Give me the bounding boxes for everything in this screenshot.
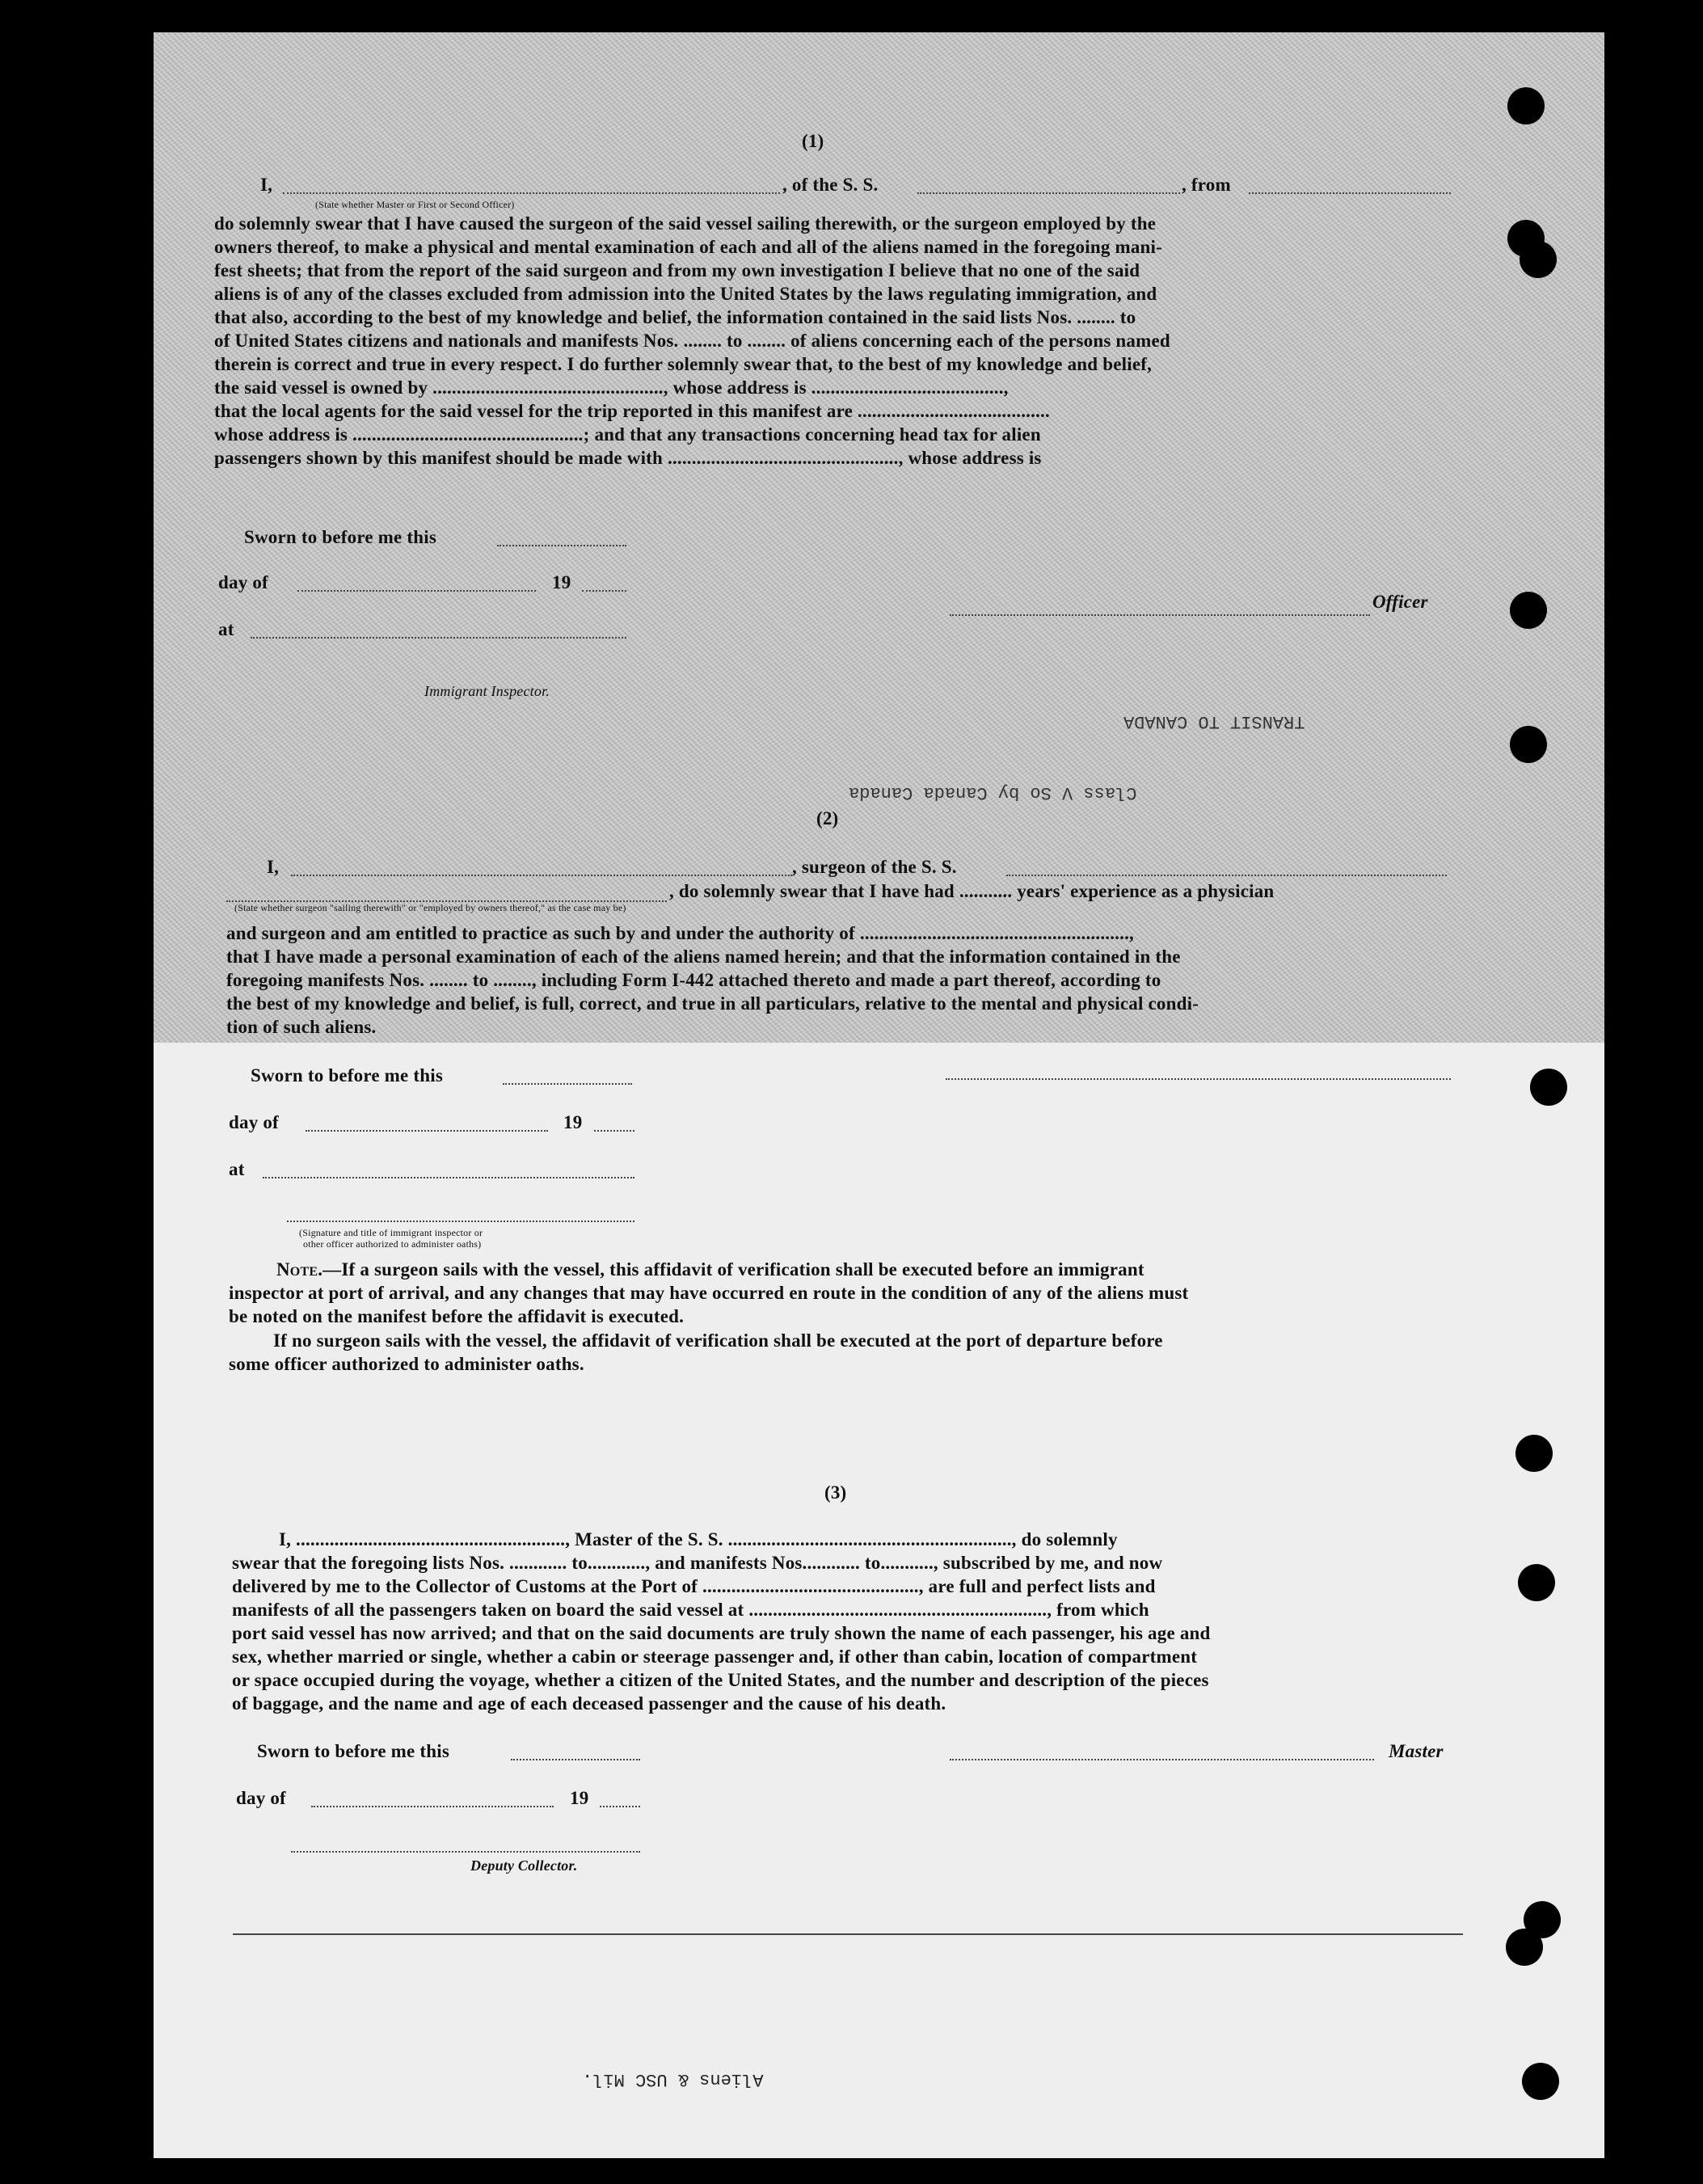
punch-hole bbox=[1520, 241, 1557, 278]
section-3-day-blank bbox=[311, 1806, 554, 1807]
punch-hole bbox=[1530, 1069, 1567, 1106]
section-3-body-line: I, ........................................................, Master of the S. S. ..........................................................., do solemnly bbox=[279, 1529, 1118, 1549]
section-1-year-blank bbox=[582, 590, 626, 592]
section-2-signature-caption: (Signature and title of immigrant inspector or bbox=[299, 1227, 483, 1238]
section-1-inspector-label: Immigrant Inspector. bbox=[424, 683, 550, 699]
section-2-inspector-signature-blank bbox=[287, 1221, 634, 1222]
note-text: —If a surgeon sails with the vessel, this affidavit of verification shall be executed before an immigrant bbox=[322, 1259, 1144, 1280]
section-1-blank-vessel bbox=[917, 192, 1180, 194]
section-2-body-line: foregoing manifests Nos. ........ to ........, including Form I-442 attached thereto and made a part thereof, according to bbox=[226, 970, 1161, 990]
section-1-year: 19 bbox=[552, 572, 571, 592]
section-3-number: (3) bbox=[824, 1482, 847, 1503]
section-1-day-label: day of bbox=[218, 572, 268, 592]
section-2-sworn-label: Sworn to before me this bbox=[251, 1065, 443, 1086]
section-1-line-1b: , of the S. S. bbox=[782, 175, 879, 195]
section-2-sworn-blank bbox=[503, 1083, 632, 1085]
section-1-body-line: of United States citizens and nationals and manifests Nos. ........ to ........ of aliens concerning each of the persons named bbox=[214, 331, 1170, 351]
section-3-year: 19 bbox=[570, 1788, 589, 1808]
section-3-master-label: Master bbox=[1389, 1741, 1444, 1761]
section-2-year: 19 bbox=[563, 1112, 583, 1132]
section-3-master-signature-blank bbox=[950, 1759, 1374, 1760]
section-1-rank-caption: (State whether Master or First or Second Officer) bbox=[315, 199, 515, 210]
section-3-body-line: sex, whether married or single, whether a cabin or steerage passenger and, if other than cabin, location of compartment bbox=[232, 1646, 1198, 1667]
footer-stamp: Aliens & USC Mil. bbox=[582, 2069, 764, 2089]
section-3-body-line: swear that the foregoing lists Nos. ............ to............, and manifests Nos............ to..........., subscribed by me, and now bbox=[232, 1553, 1163, 1573]
section-1-day-blank bbox=[297, 590, 536, 592]
section-1-blank-rank bbox=[283, 192, 780, 194]
section-1-body-line: that the local agents for the said vessel for the trip reported in this manifest are ........................................ bbox=[214, 401, 1050, 421]
section-1-body-line: passengers shown by this manifest should be made with ................................................, whose address is bbox=[214, 448, 1042, 468]
section-2-blank-vessel bbox=[1006, 875, 1447, 876]
section-1-body-line: therein is correct and true in every respect. I do further solemnly swear that, to the best of my knowledge and belief, bbox=[214, 354, 1153, 374]
section-2-at-blank bbox=[263, 1177, 634, 1178]
note-line: be noted on the manifest before the affidavit is executed. bbox=[229, 1306, 685, 1326]
section-3-body-line: port said vessel has now arrived; and that on the said documents are truly shown the name of each passenger, his age and bbox=[232, 1623, 1211, 1643]
punch-hole bbox=[1522, 2063, 1559, 2100]
note-line bbox=[276, 1258, 1144, 1281]
bleed-through-stamp: TRANSIT TO CANADA bbox=[1123, 711, 1305, 732]
section-2-number: (2) bbox=[816, 808, 839, 828]
section-1-at-blank bbox=[251, 637, 626, 639]
section-2-blank-name bbox=[291, 875, 792, 876]
section-3-sworn-blank bbox=[511, 1759, 640, 1760]
section-3-body-line: or space occupied during the voyage, whether a citizen of the United States, and the number and description of the pieces bbox=[232, 1670, 1209, 1690]
section-2-at-label: at bbox=[229, 1159, 245, 1179]
bleed-through-stamp: Class V So by Canada Canada bbox=[849, 782, 1137, 803]
section-1-sworn-blank bbox=[497, 545, 626, 546]
section-1-officer-label: Officer bbox=[1372, 592, 1428, 612]
section-1-officer-blank bbox=[950, 614, 1370, 616]
section-1-body-line: the said vessel is owned by ................................................, whose address is ........................................, bbox=[214, 377, 1009, 398]
punch-hole bbox=[1518, 1564, 1555, 1601]
section-1-body-line: do solemnly swear that I have caused the surgeon of the said vessel sailing therewith, or the surgeon employed by the bbox=[214, 213, 1157, 234]
note-line: If no surgeon sails with the vessel, the affidavit of verification shall be executed at the port of departure before bbox=[273, 1330, 1163, 1351]
section-1-body-line: that also, according to the best of my knowledge and belief, the information contained in the said lists Nos. ........ to bbox=[214, 307, 1136, 327]
section-1-at-label: at bbox=[218, 619, 234, 639]
bottom-rule bbox=[233, 1933, 1463, 1935]
note-line: inspector at port of arrival, and any changes that may have occurred en route in the condition of any of the aliens must bbox=[229, 1283, 1189, 1303]
section-2-signature-caption: other officer authorized to administer oaths) bbox=[303, 1238, 482, 1250]
note-label: Note. bbox=[276, 1259, 323, 1280]
section-1-sworn-label: Sworn to before me this bbox=[244, 527, 436, 547]
section-2-body-line: and surgeon and am entitled to practice as such by and under the authority of ........................................................, bbox=[226, 923, 1134, 943]
section-1-blank-from bbox=[1249, 192, 1451, 194]
section-2-body-line: that I have made a personal examination of each of the aliens named herein; and that the information contained in the bbox=[226, 947, 1181, 967]
section-2-surgeon-signature-blank bbox=[946, 1078, 1451, 1080]
section-1-line-1a: I, bbox=[260, 175, 273, 195]
section-1-body-line: owners thereof, to make a physical and mental examination of each and all of the aliens named in the foregoing mani- bbox=[214, 237, 1162, 257]
section-1-body-line: fest sheets; that from the report of the said surgeon and from my own investigation I believe that no one of the said bbox=[214, 260, 1140, 280]
section-2-line-1a: I, bbox=[267, 857, 280, 877]
section-1-body-line: aliens is of any of the classes excluded from admission into the United States by the laws regulating immigration, and bbox=[214, 284, 1157, 304]
section-3-day-label: day of bbox=[236, 1788, 286, 1808]
section-2-line-2b: , do solemnly swear that I have had ........... years' experience as a physician bbox=[669, 881, 1275, 901]
note-line: some officer authorized to administer oaths. bbox=[229, 1354, 584, 1374]
punch-hole bbox=[1507, 87, 1545, 124]
section-1-number: (1) bbox=[802, 131, 824, 151]
section-2-caption: (State whether surgeon "sailing therewith" or "employed by owners thereof," as the case may be) bbox=[234, 902, 626, 913]
section-3-body-line: of baggage, and the name and age of each deceased passenger and the cause of his death. bbox=[232, 1693, 946, 1714]
section-1-line-1c: , from bbox=[1182, 175, 1231, 195]
section-2-year-blank bbox=[594, 1130, 634, 1132]
section-3-body-line: delivered by me to the Collector of Customs at the Port of ............................................., are full and perfect lists and bbox=[232, 1576, 1156, 1596]
section-2-body-line: tion of such aliens. bbox=[226, 1017, 377, 1037]
punch-hole bbox=[1506, 1929, 1543, 1966]
section-3-sworn-label: Sworn to before me this bbox=[257, 1741, 449, 1761]
section-2-line-1b: , surgeon of the S. S. bbox=[792, 857, 957, 877]
section-3-year-blank bbox=[600, 1806, 640, 1807]
section-1-body-line: whose address is ................................................; and that any transactions concerning head tax for alien bbox=[214, 424, 1041, 445]
section-2-body-line: the best of my knowledge and belief, is full, correct, and true in all particulars, relative to the mental and physical condi- bbox=[226, 993, 1199, 1014]
section-2-day-label: day of bbox=[229, 1112, 279, 1132]
punch-hole bbox=[1510, 592, 1547, 629]
section-3-body-line: manifests of all the passengers taken on board the said vessel at .............................................................., from which bbox=[232, 1600, 1149, 1620]
section-2-day-blank bbox=[306, 1130, 548, 1132]
section-3-collector-signature-blank bbox=[291, 1851, 640, 1853]
punch-hole bbox=[1515, 1435, 1553, 1472]
punch-hole bbox=[1510, 726, 1547, 763]
section-3-deputy-label: Deputy Collector. bbox=[470, 1857, 578, 1874]
